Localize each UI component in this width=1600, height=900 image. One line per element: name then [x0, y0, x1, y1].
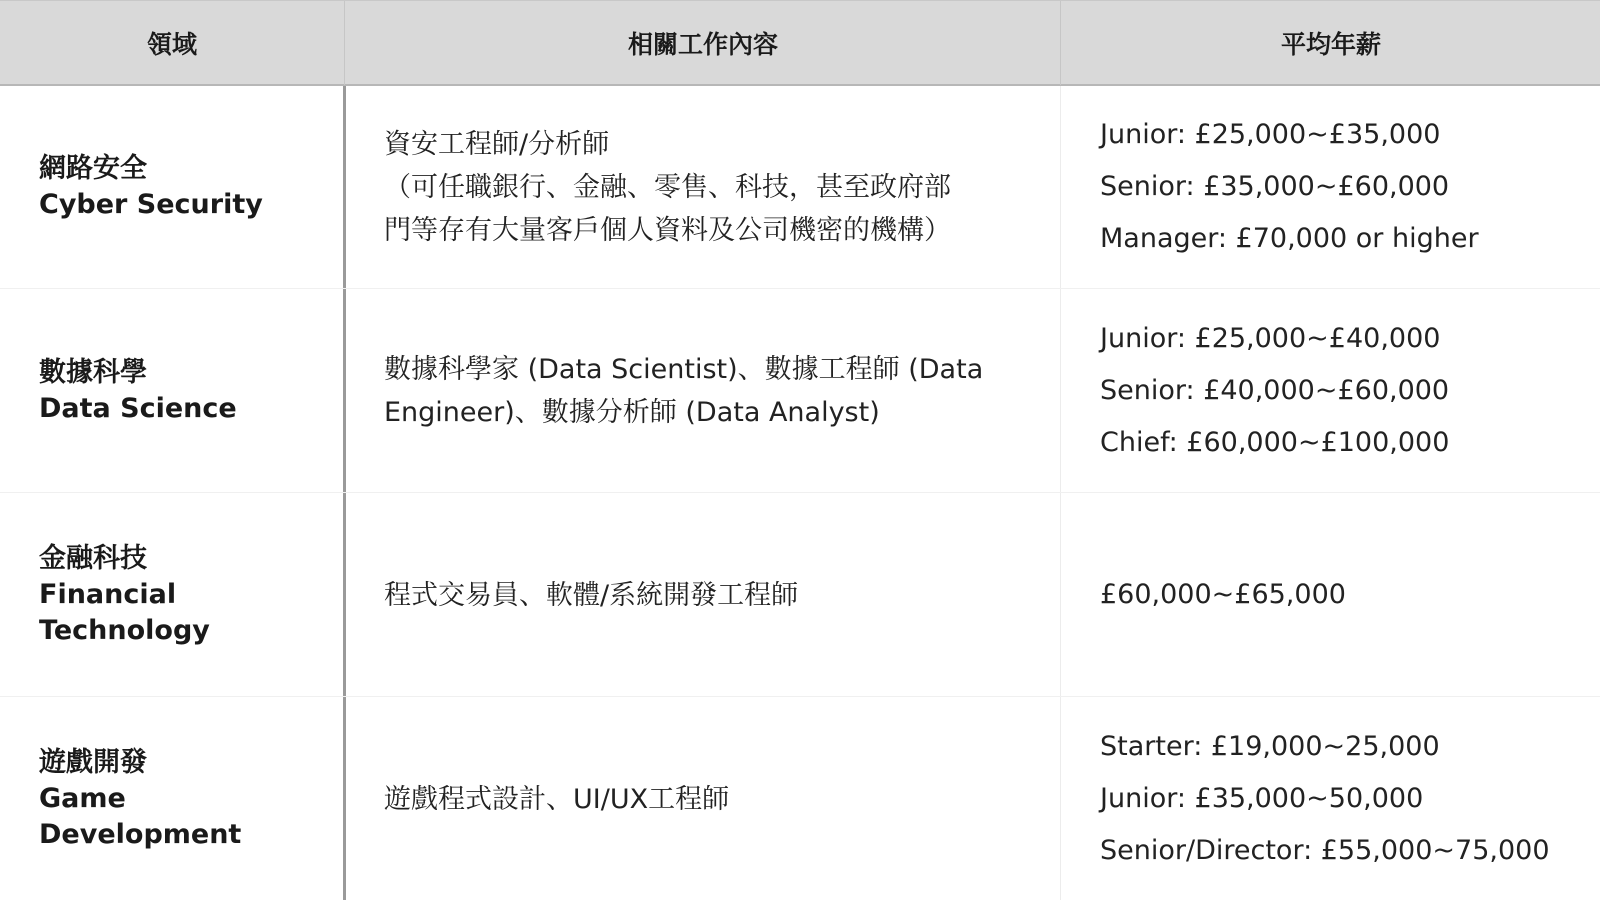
field-name-en: Game	[39, 783, 126, 814]
salary-line: Junior: £35,000~50,000	[1100, 783, 1424, 814]
field-name-en: Cyber Security	[39, 189, 263, 220]
field-cell	[39, 290, 339, 492]
salary-line: Senior: £35,000~£60,000	[1100, 171, 1450, 202]
job-content-cell	[384, 290, 1024, 492]
table-row	[0, 698, 1600, 900]
field-name-en: Financial	[39, 579, 177, 610]
field-name-zh: 遊戲開發	[39, 747, 147, 778]
table-header	[0, 0, 1600, 86]
salary-line: Manager: £70,000 or higher	[1100, 223, 1479, 254]
field-name-zh: 網路安全	[39, 153, 147, 184]
header-job-content: 相關工作內容	[344, 1, 1061, 85]
field-name-en: Technology	[39, 615, 210, 646]
job-content-cell	[384, 494, 1024, 696]
job-content-line: 門等存有大量客戶個人資料及公司機密的機構）	[384, 214, 951, 246]
job-content-cell	[384, 86, 1024, 288]
field-name-en: Data Science	[39, 393, 237, 424]
table-row	[0, 290, 1600, 493]
job-content-line: 資安工程師/分析師	[384, 128, 610, 160]
header-average-salary: 平均年薪	[1060, 1, 1600, 85]
salary-cell	[1100, 698, 1580, 900]
job-content-cell	[384, 698, 1024, 900]
salary-cell	[1100, 494, 1580, 696]
header-field: 領域	[146, 30, 197, 59]
field-cell	[39, 698, 339, 900]
job-content-line: （可任職銀行、金融、零售、科技，甚至政府部	[384, 171, 951, 203]
salary-cell	[1100, 86, 1580, 288]
table-row	[0, 494, 1600, 697]
field-name-zh: 數據科學	[39, 357, 147, 388]
salary-line: Senior: £40,000~£60,000	[1100, 375, 1450, 406]
salary-line: Starter: £19,000~25,000	[1100, 731, 1440, 762]
job-content-line: Engineer)、數據分析師 (Data Analyst)	[384, 397, 880, 428]
field-name-zh: 金融科技	[39, 543, 147, 574]
field-cell	[39, 86, 339, 288]
job-content-line: 程式交易員、軟體/系統開發工程師	[384, 579, 799, 611]
salary-line: £60,000~£65,000	[1100, 579, 1346, 610]
job-content-line: 遊戲程式設計、UI/UX工程師	[384, 783, 730, 815]
salary-line: Junior: £25,000~£35,000	[1100, 119, 1441, 150]
table-row	[0, 86, 1600, 289]
salary-line: Chief: £60,000~£100,000	[1100, 427, 1450, 458]
salary-line: Senior/Director: £55,000~75,000	[1100, 835, 1550, 866]
job-content-line: 數據科學家 (Data Scientist)、數據工程師 (Data	[384, 354, 984, 385]
salary-cell	[1100, 290, 1580, 492]
salary-line: Junior: £25,000~£40,000	[1100, 323, 1441, 354]
field-name-en: Development	[39, 819, 242, 850]
field-cell	[39, 494, 339, 696]
